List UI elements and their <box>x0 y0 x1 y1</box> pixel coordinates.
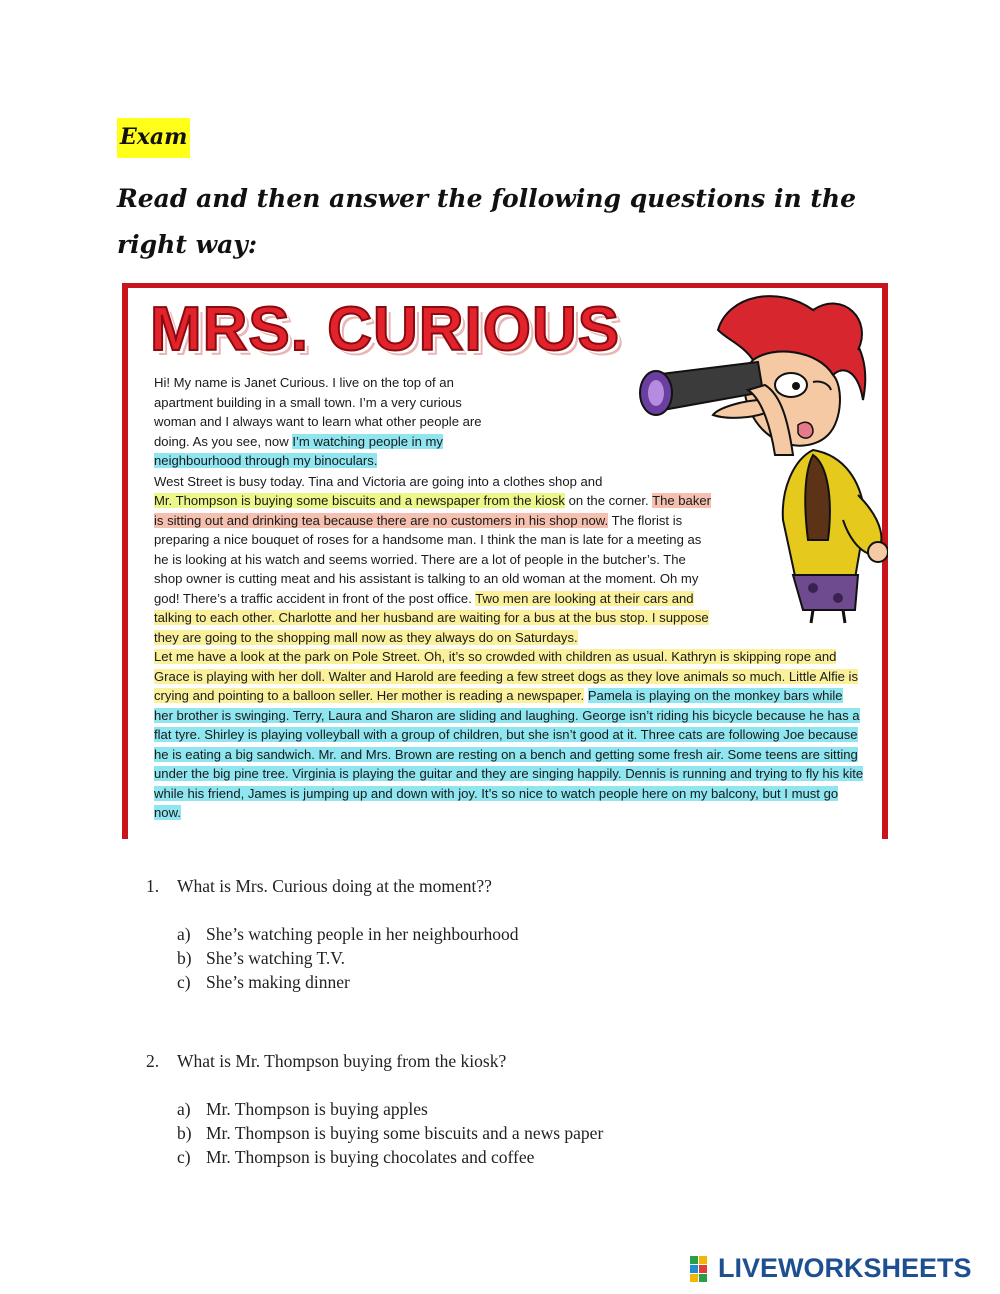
brand-name: LIVEWORKSHEETS <box>718 1253 972 1283</box>
answer-options <box>177 1097 866 1169</box>
story-text-plain: Hi! My name is Janet Curious. I live on the top of an apartment building in a small town. I’m a very curious woman and I always want to learn what other people are doing. As you see, now <box>154 375 482 449</box>
option-text: She’s watching T.V. <box>206 948 346 968</box>
story-paragraph <box>154 647 864 823</box>
option-text: Mr. Thompson is buying chocolates and coffee <box>206 1147 535 1167</box>
question-item <box>146 874 866 994</box>
option-text: She’s making dinner <box>206 972 350 992</box>
question-stem <box>146 874 866 898</box>
answer-option[interactable] <box>177 922 866 946</box>
answer-option[interactable] <box>177 946 866 970</box>
liveworksheets-logo-icon <box>690 1256 716 1282</box>
option-letter: a) <box>177 1099 191 1119</box>
story-highlight-blue: I’m watching people in my neighbourhood through my binoculars. <box>154 433 443 468</box>
option-letter: b) <box>177 948 192 968</box>
story-highlight-pink: The baker is sitting out and drinking tea because there are no customers in his shop now. <box>154 493 712 528</box>
instructions-heading: Read and then answer the following questions in the right way: <box>117 184 857 259</box>
reading-panel <box>122 283 888 839</box>
story-text <box>154 373 864 823</box>
answer-option[interactable] <box>177 1145 866 1169</box>
option-text: Mr. Thompson is buying apples <box>206 1099 428 1119</box>
story-highlight-blue: Pamela is playing on the monkey bars while her brother is swinging. Terry, Laura and Sharon are sliding and laughing. George isn’t riding his bicycle because he has a flat tyre. Shirley is playing volleyball with a group of children, but she isn’t good at it. Three cats are following Joe because he is eating a big sandwich. Mr. and Mrs. Brown are resting on a bench and getting some fresh air. Some teens are sitting under the big pine tree. Virginia is playing the guitar and they are singing happily. Dennis is running and trying to fly his kite while his friend, James is jumping up and down with joy. It’s so nice to watch people here on my balcony, but I must go now. <box>154 688 864 820</box>
story-text-plain: West Street is busy today. Tina and Victoria are going into a clothes shop and <box>154 473 603 489</box>
option-letter: c) <box>177 972 191 992</box>
story-highlight-yellow: Two men are looking at their cars and talking to each other. Charlotte and her husband are waiting for a bus at the bus stop. I suppose they are going to the shopping mall now as they always do on Saturdays. <box>154 590 709 645</box>
question-stem <box>146 1049 866 1073</box>
question-number: 1. <box>146 876 160 896</box>
answer-option[interactable] <box>177 1097 866 1121</box>
answer-option[interactable] <box>177 970 866 994</box>
story-paragraph <box>154 373 499 471</box>
answer-option[interactable] <box>177 1121 866 1145</box>
story-text-plain: The florist is preparing a nice bouquet of roses for a handsome man. I think the man is late for a meeting as he is looking at his watch and seems worried. There are a lot of people in the butcher’s. The shop owner is cutting meat and his assistant is talking to an old woman at the moment. Oh my god! There’s a traffic accident in front of the post office. <box>154 512 702 606</box>
questions-section <box>146 874 866 1224</box>
story-highlight-yellow: Let me have a look at the park on Pole Street. Oh, it’s so crowded with children as usual. Kathryn is skipping rope and Grace is playing with her doll. Walter and Harold are feeding a few street dogs as they love animals so much. Little Alfie is crying and pointing to a balloon seller. Her mother is reading a newspaper. <box>154 649 859 703</box>
brand-footer[interactable] <box>690 1253 972 1284</box>
story-text-plain: on the corner. <box>564 493 653 508</box>
question-number: 2. <box>146 1051 160 1071</box>
option-letter: c) <box>177 1147 191 1167</box>
option-letter: a) <box>177 924 191 944</box>
answer-options <box>177 922 866 994</box>
option-text: Mr. Thompson is buying some biscuits and a news paper <box>206 1123 604 1143</box>
option-text: She’s watching people in her neighbourhood <box>206 924 519 944</box>
exam-label: Exam <box>117 118 190 158</box>
story-highlight-green: Mr. Thompson is buying some biscuits and a newspaper from the kiosk <box>154 493 565 508</box>
question-text: What is Mrs. Curious doing at the moment?? <box>177 876 492 896</box>
option-letter: b) <box>177 1123 192 1143</box>
question-text: What is Mr. Thompson buying from the kiosk? <box>177 1051 507 1071</box>
panel-title: MRS. CURIOUS <box>150 295 621 364</box>
story-paragraph <box>154 472 864 648</box>
question-item <box>146 1049 866 1169</box>
